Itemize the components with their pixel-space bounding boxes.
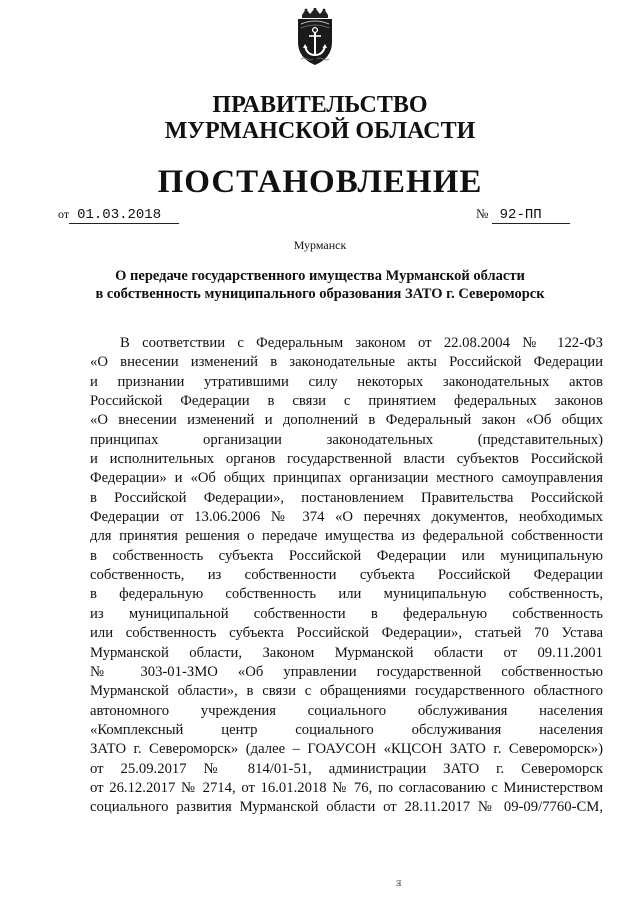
subject-line-1: О передаче государственного имущества Мурманской области [115, 268, 525, 284]
body-line: Федерации» и «Об общих принципах организации местного самоуправления [90, 470, 603, 487]
body-line: № 303-01-ЗМО «Об управлении государственной собственностью [90, 663, 603, 680]
body-line: социального развития Мурманской области от 28.11.2017 № 09-09/7760-СМ, [90, 799, 603, 816]
government-title-line1: ПРАВИТЕЛЬСТВО [212, 92, 428, 118]
body-line: или собственность субъекта Российской Федерации», статьей 70 Устава [90, 625, 603, 642]
anchor-shield-icon [292, 8, 338, 66]
body-line: «Комплексный центр социального обслуживания населения [90, 721, 603, 738]
coat-of-arms-emblem [292, 8, 338, 66]
document-number-field [476, 206, 570, 224]
body-line: Российской Федерации в связи с принятием федеральных законов [90, 393, 603, 410]
body-line: «О внесении изменений и дополнений в Федеральный закон «Об общих [90, 412, 603, 429]
document-number-value: 92-ПП [492, 207, 570, 224]
city-label: Мурманск [293, 238, 347, 252]
number-prefix-label: № [476, 206, 489, 221]
body-line: в федеральную собственность или муниципальную собственность, [90, 586, 603, 603]
body-line: автономного учреждения социального обслуживания населения [90, 702, 603, 719]
body-line: в Российской Федерации», постановлением Правительства Российской [90, 489, 603, 506]
document-body [90, 334, 603, 818]
body-line: от 26.12.2017 № 2714, от 16.01.2018 № 76, по согласованию с Министерством [90, 779, 603, 796]
body-line: принципах организации законодательных (представительных) [90, 431, 603, 448]
body-line: в собственность субъекта Российской Федерации или муниципальную [90, 547, 603, 564]
body-line: «О внесении изменений в законодательные акты Российской Федерации [90, 354, 603, 371]
government-title-line2: МУРМАНСКОЙ ОБЛАСТИ [164, 118, 476, 144]
body-line: собственность, из собственности субъекта Российской Федерации [90, 567, 603, 584]
body-line: для принятия решения о передаче имущества из федеральной собственности [90, 528, 603, 545]
scan-mark: ⱻ [396, 878, 402, 889]
body-line: В соответствии с Федеральным законом от 22.08.2004 № 122-ФЗ [120, 335, 603, 351]
body-line: Федерации от 13.06.2006 № 374 «О перечнях документов, необходимых [90, 509, 603, 526]
body-line: и исполнительных органов государственной власти субъектов Российской [90, 451, 603, 468]
body-line: Мурманской области», в связи с обращениями государственного областного [90, 683, 603, 700]
body-line: из муниципальной собственности в федеральную собственность [90, 605, 603, 622]
body-line: от 25.09.2017 № 814/01-51, администрации ЗАТО г. Североморск [90, 760, 603, 777]
document-date-field [58, 206, 179, 224]
body-line: Мурманской области, Законом Мурманской области от 09.11.2001 [90, 644, 603, 661]
document-date-value: 01.03.2018 [69, 207, 179, 224]
subject-line-2: в собственность муниципального образования ЗАТО г. Североморск [95, 286, 545, 302]
document-type-heading: ПОСТАНОВЛЕНИЕ [157, 164, 483, 200]
body-line: ЗАТО г. Североморск» (далее – ГОАУСОН «КЦСОН ЗАТО г. Североморск») [90, 741, 603, 758]
date-prefix-label: от [58, 207, 70, 221]
body-line: и признании утратившими силу некоторых законодательных актов [90, 373, 603, 390]
